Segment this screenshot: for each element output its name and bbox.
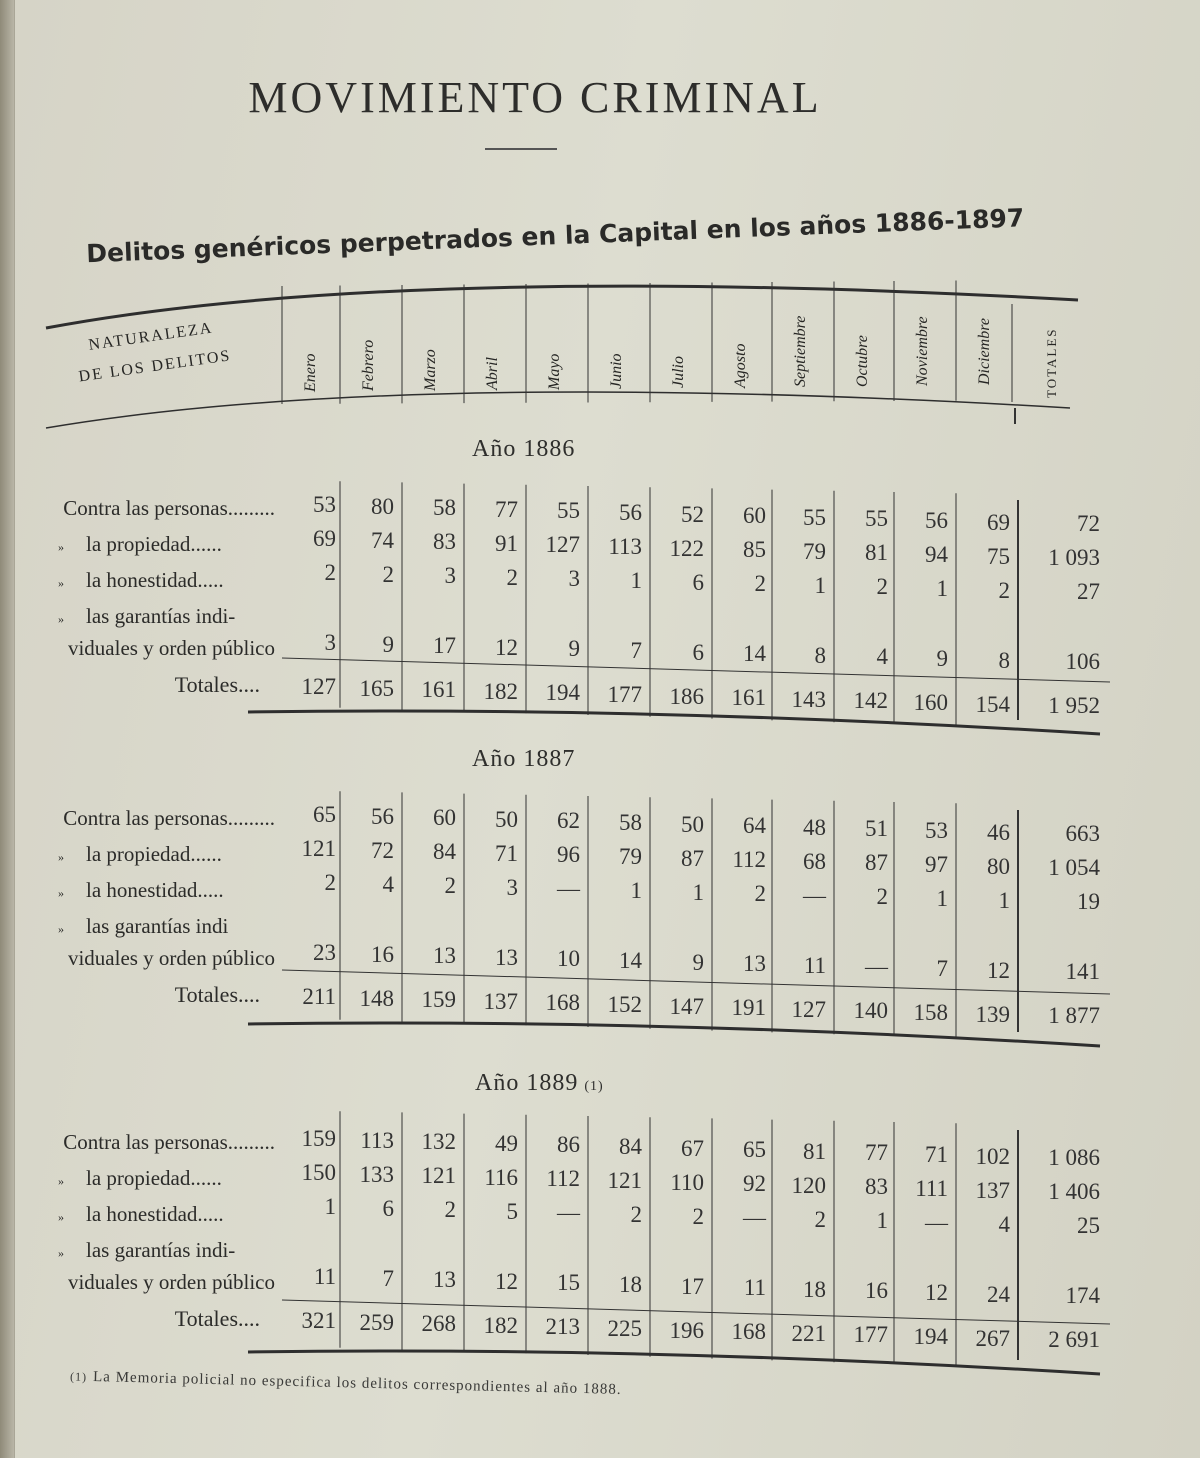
ditto-mark: » — [58, 850, 64, 864]
cell-garantias: 13 — [495, 944, 518, 970]
cell-propiedad: 127 — [545, 532, 580, 558]
cell-honestidad: 5 — [506, 1198, 518, 1224]
cell-propiedad: 81 — [865, 540, 888, 566]
nature-label-line2: DE LOS DELITOS — [77, 347, 233, 386]
cell-garantias: 9 — [692, 949, 704, 975]
cell-propiedad: 74 — [371, 527, 394, 553]
month-header-febrero: Febrero — [360, 340, 377, 392]
cell-honestidad: 2 — [692, 1203, 704, 1229]
row-label-text: la propiedad...... — [86, 532, 222, 556]
cell-personas: 132 — [421, 1129, 456, 1155]
cell-row-total: 1 406 — [1048, 1179, 1100, 1205]
cell-garantias: 12 — [925, 1280, 948, 1305]
cell-personas: 159 — [301, 1126, 336, 1151]
cell-totales: 140 — [853, 998, 888, 1024]
cell-personas: 102 — [975, 1143, 1010, 1169]
ditto-mark: » — [58, 576, 64, 590]
month-header-enero: Enero — [302, 353, 319, 392]
cell-garantias: 10 — [557, 946, 580, 972]
cell-honestidad: 6 — [382, 1195, 394, 1221]
cell-garantias: 8 — [998, 647, 1010, 673]
footnote-text: La Memoria policial no especifica los delitos correspondientes al año 1888. — [92, 1369, 622, 1398]
totals-underline — [282, 970, 1110, 994]
footnote-mark: (1) — [69, 1369, 88, 1384]
cell-totales: 186 — [669, 683, 704, 709]
cell-propiedad: 133 — [359, 1161, 394, 1187]
cell-propiedad: 92 — [743, 1171, 766, 1197]
ditto-mark: » — [58, 1210, 64, 1224]
row-label-text: la honestidad..... — [86, 568, 224, 592]
cell-personas: 60 — [743, 503, 766, 529]
cell-garantias: 13 — [743, 951, 766, 977]
cell-propiedad: 110 — [670, 1169, 704, 1195]
cell-totales: 182 — [483, 1312, 518, 1338]
cell-totales: 165 — [359, 675, 394, 701]
row-label-text: la propiedad...... — [86, 1166, 222, 1190]
cell-propiedad: 96 — [557, 842, 580, 868]
cell-garantias: 9 — [936, 646, 948, 671]
month-header-noviembre: Noviembre — [914, 316, 931, 386]
cell-totales: 159 — [421, 987, 456, 1013]
month-header-julio: Julio — [670, 356, 687, 389]
header-bottom-rule — [46, 392, 1070, 428]
cell-propiedad: 112 — [546, 1166, 580, 1192]
year-title-text: Año 1889 — [475, 1070, 579, 1096]
cell-totales: 142 — [853, 688, 888, 714]
cell-honestidad: 1 — [692, 879, 704, 905]
cell-totales: 191 — [731, 995, 766, 1021]
cell-personas: 77 — [495, 496, 518, 522]
cell-personas: 77 — [865, 1140, 888, 1166]
cell-totales: 127 — [791, 996, 826, 1022]
cell-propiedad: 87 — [865, 850, 888, 876]
cell-honestidad: 2 — [814, 1206, 826, 1232]
cell-propiedad: 72 — [371, 837, 394, 863]
cell-totales: 225 — [607, 1316, 642, 1341]
totals-column-header: TOTALES — [1044, 327, 1059, 398]
cell-garantias: 23 — [313, 940, 336, 965]
ditto-mark: » — [58, 922, 64, 936]
cell-personas: 60 — [433, 805, 456, 831]
cell-totales: 177 — [607, 682, 642, 707]
table-subtitle: Delitos genéricos perpetrados en la Capital en los años 1886-1897 — [85, 203, 1025, 269]
cell-honestidad: 1 — [936, 576, 948, 601]
cell-propiedad: 121 — [607, 1168, 642, 1193]
cell-totales: 158 — [913, 1000, 948, 1025]
cell-row-total: 141 — [1065, 959, 1100, 985]
cell-garantias: 7 — [382, 1265, 394, 1291]
cell-honestidad: — — [925, 1210, 948, 1235]
cell-totales: 143 — [791, 686, 826, 712]
cell-personas: 64 — [743, 813, 766, 839]
cell-propiedad: 137 — [975, 1177, 1010, 1203]
cell-garantias: 12 — [987, 957, 1010, 983]
cell-totales: 139 — [975, 1001, 1010, 1027]
cell-personas: 56 — [925, 508, 948, 533]
cell-totales: 147 — [669, 993, 704, 1019]
cell-honestidad: 2 — [444, 873, 456, 899]
row-label-text: Totales.... — [174, 1306, 260, 1331]
cell-personas: 84 — [619, 1134, 642, 1159]
ditto-mark: » — [58, 612, 64, 626]
cell-personas: 80 — [371, 493, 394, 519]
cell-personas: 81 — [803, 1138, 826, 1164]
cell-propiedad: 83 — [433, 529, 456, 555]
cell-propiedad: 85 — [743, 537, 766, 563]
month-header-junio: Junio — [608, 353, 625, 389]
year-title-note: (1) — [584, 1079, 604, 1094]
cell-garantias: 17 — [681, 1273, 704, 1299]
cell-garantias: 11 — [313, 1264, 336, 1289]
row-label-text: viduales y orden público — [67, 946, 275, 970]
cell-propiedad: 79 — [803, 538, 826, 564]
cell-propiedad: 75 — [987, 543, 1010, 569]
cell-personas: 52 — [681, 501, 704, 527]
cell-garantias: 4 — [876, 644, 888, 670]
cell-totales: 321 — [301, 1308, 336, 1333]
cell-honestidad: — — [557, 876, 580, 902]
cell-propiedad: 113 — [608, 534, 642, 559]
cell-personas: 62 — [557, 808, 580, 834]
cell-propiedad: 83 — [865, 1174, 888, 1200]
cell-honestidad: 1 — [998, 887, 1010, 913]
cell-propiedad: 122 — [669, 535, 704, 561]
cell-personas: 71 — [925, 1142, 948, 1167]
cell-honestidad: 1 — [814, 572, 826, 598]
year-bottom-rule — [248, 1023, 1100, 1046]
cell-garantias: 15 — [557, 1270, 580, 1296]
cell-honestidad: 2 — [630, 1202, 642, 1227]
cell-row-total: 106 — [1065, 649, 1100, 675]
cell-totales: 152 — [607, 992, 642, 1017]
cell-garantias: 12 — [495, 1268, 518, 1294]
cell-totales: 161 — [731, 685, 766, 711]
cell-totales: 211 — [302, 984, 336, 1009]
month-header-diciembre: Diciembre — [976, 318, 993, 386]
ditto-mark: » — [58, 1246, 64, 1260]
year-bottom-rule — [248, 711, 1100, 734]
ditto-mark: » — [58, 540, 64, 554]
row-label-text: Totales.... — [174, 672, 260, 697]
cell-propiedad: 150 — [301, 1160, 336, 1185]
cell-totales: 137 — [483, 988, 518, 1014]
cell-honestidad: 2 — [876, 884, 888, 910]
cell-personas: 56 — [619, 500, 642, 525]
cell-propiedad: 112 — [732, 847, 766, 873]
totals-underline — [282, 658, 1110, 682]
cell-totales: 168 — [545, 990, 580, 1016]
cell-totales: 182 — [483, 678, 518, 704]
cell-propiedad: 71 — [495, 840, 518, 866]
cell-honestidad: 4 — [382, 871, 394, 897]
cell-garantias: 13 — [433, 1267, 456, 1293]
row-label-text: las garantías indi- — [86, 1238, 236, 1262]
cell-personas: 46 — [987, 819, 1010, 845]
cell-propiedad: 116 — [484, 1164, 518, 1190]
cell-row-total: 1 093 — [1048, 545, 1100, 571]
cell-garantias: 18 — [619, 1272, 642, 1297]
cell-totales: 259 — [359, 1309, 394, 1335]
cell-honestidad: — — [557, 1200, 580, 1226]
cell-personas: 67 — [681, 1135, 704, 1161]
cell-garantias: 24 — [987, 1281, 1010, 1307]
cell-garantias: 11 — [803, 952, 826, 978]
cell-honestidad: 2 — [876, 574, 888, 600]
cell-garantias: 6 — [692, 639, 704, 665]
cell-personas: 48 — [803, 814, 826, 840]
cell-garantias: 18 — [803, 1276, 826, 1302]
cell-row-total: 1 054 — [1048, 855, 1100, 881]
cell-honestidad: 2 — [324, 870, 336, 895]
year-bottom-rule — [248, 1351, 1100, 1374]
cell-honestidad: 1 — [324, 1194, 336, 1219]
row-label-text: las garantías indi — [86, 914, 229, 938]
row-label-text: viduales y orden público — [67, 636, 275, 660]
row-label-text: Contra las personas......... — [63, 806, 275, 830]
cell-honestidad: 1 — [630, 568, 642, 593]
cell-honestidad: 3 — [506, 874, 518, 900]
cell-personas: 56 — [371, 803, 394, 829]
row-label-text: la honestidad..... — [86, 1202, 224, 1226]
cell-honestidad: 2 — [998, 577, 1010, 603]
cell-personas: 65 — [313, 802, 336, 827]
cell-honestidad: — — [803, 882, 826, 908]
cell-personas: 53 — [313, 492, 336, 517]
cell-honestidad: 2 — [506, 564, 518, 590]
cell-totales: 268 — [421, 1311, 456, 1337]
cell-garantias: 14 — [619, 948, 642, 973]
cell-row-total: 174 — [1065, 1283, 1100, 1309]
cell-garantias: 16 — [865, 1278, 888, 1304]
cell-honestidad: 2 — [382, 561, 394, 587]
cell-row-total: 19 — [1077, 889, 1100, 915]
cell-garantias: 9 — [382, 631, 394, 657]
cell-honestidad: 2 — [324, 560, 336, 585]
cell-honestidad: 3 — [444, 563, 456, 589]
cell-personas: 51 — [865, 816, 888, 842]
cell-propiedad: 80 — [987, 853, 1010, 879]
row-label-text: las garantías indi- — [86, 604, 236, 628]
cell-totales: 213 — [545, 1314, 580, 1340]
cell-garantias: 8 — [814, 642, 826, 668]
cell-row-total: 663 — [1065, 821, 1100, 847]
totals-underline — [282, 1300, 1110, 1324]
row-label-text: Contra las personas......... — [63, 496, 275, 520]
cell-personas: 55 — [803, 504, 826, 530]
cell-row-total: 1 086 — [1048, 1145, 1100, 1171]
cell-row-total: 25 — [1077, 1213, 1100, 1239]
cell-row-total: 1 877 — [1048, 1003, 1100, 1029]
ditto-mark: » — [58, 1174, 64, 1188]
cell-totales: 267 — [975, 1325, 1010, 1351]
cell-totales: 154 — [975, 691, 1010, 717]
year-title-text: Año 1886 — [472, 436, 576, 462]
cell-propiedad: 97 — [925, 852, 948, 877]
cell-honestidad: 2 — [754, 571, 766, 597]
cell-propiedad: 121 — [301, 836, 336, 861]
cell-personas: 55 — [865, 506, 888, 532]
nature-label-line1: NATURALEZA — [87, 319, 215, 354]
month-header-octubre: Octubre — [854, 334, 871, 387]
cell-totales: 168 — [731, 1319, 766, 1345]
cell-totales: 177 — [853, 1322, 888, 1348]
cell-personas: 53 — [925, 818, 948, 843]
cell-honestidad: 3 — [568, 566, 580, 592]
cell-garantias: 7 — [630, 638, 642, 663]
cell-garantias: 16 — [371, 941, 394, 967]
row-label-text: la honestidad..... — [86, 878, 224, 902]
cell-propiedad: 111 — [915, 1176, 948, 1201]
cell-garantias: 12 — [495, 634, 518, 660]
cell-garantias: 13 — [433, 943, 456, 969]
cell-garantias: 9 — [568, 636, 580, 662]
row-label-text: Contra las personas......... — [63, 1130, 275, 1154]
cell-garantias: 17 — [433, 633, 456, 659]
cell-garantias: 14 — [743, 641, 766, 667]
cell-honestidad: 6 — [692, 569, 704, 595]
cell-garantias: 11 — [743, 1275, 766, 1301]
cell-honestidad: 4 — [998, 1211, 1010, 1237]
cell-row-total: 1 952 — [1048, 693, 1100, 719]
cell-honestidad: 2 — [444, 1197, 456, 1223]
cell-propiedad: 94 — [925, 542, 948, 567]
cell-totales: 161 — [421, 677, 456, 703]
cell-personas: 86 — [557, 1132, 580, 1158]
cell-totales: 194 — [913, 1324, 948, 1349]
cell-garantias: 3 — [324, 630, 336, 655]
month-header-septiembre: Septiembre — [792, 315, 809, 388]
cell-personas: 58 — [619, 810, 642, 835]
cell-propiedad: 69 — [313, 526, 336, 551]
cell-honestidad: — — [743, 1205, 766, 1231]
cell-propiedad: 84 — [433, 839, 456, 865]
cell-totales: 160 — [913, 690, 948, 715]
month-header-abril: Abril — [484, 357, 501, 391]
cell-totales: 221 — [791, 1320, 826, 1346]
row-label-text: viduales y orden público — [67, 1270, 275, 1294]
cell-garantias: — — [865, 954, 888, 980]
cell-personas: 50 — [681, 811, 704, 837]
header-top-rule — [46, 286, 1078, 328]
page-title: MOVIMIENTO CRIMINAL — [248, 73, 822, 122]
cell-row-total: 2 691 — [1048, 1327, 1100, 1353]
year-title-text: Año 1887 — [472, 746, 576, 772]
cell-personas: 69 — [987, 509, 1010, 535]
cell-honestidad: 2 — [754, 881, 766, 907]
cell-personas: 58 — [433, 495, 456, 521]
month-header-agosto: Agosto — [732, 343, 749, 388]
cell-propiedad: 68 — [803, 848, 826, 874]
cell-propiedad: 120 — [791, 1172, 826, 1198]
cell-honestidad: 1 — [936, 886, 948, 911]
cell-propiedad: 87 — [681, 845, 704, 871]
cell-personas: 50 — [495, 806, 518, 832]
cell-honestidad: 1 — [876, 1208, 888, 1234]
cell-propiedad: 79 — [619, 844, 642, 869]
cell-honestidad: 1 — [630, 878, 642, 903]
cell-propiedad: 91 — [495, 530, 518, 556]
cell-totales: 194 — [545, 680, 580, 706]
cell-garantias: 7 — [936, 956, 948, 981]
cell-propiedad: 121 — [421, 1163, 456, 1189]
cell-totales: 196 — [669, 1317, 704, 1343]
ditto-mark: » — [58, 886, 64, 900]
cell-row-total: 72 — [1077, 511, 1100, 537]
row-label-text: Totales.... — [174, 982, 260, 1007]
cell-row-total: 27 — [1077, 579, 1100, 605]
cell-personas: 49 — [495, 1130, 518, 1156]
month-header-marzo: Marzo — [422, 349, 439, 391]
cell-personas: 65 — [743, 1137, 766, 1163]
cell-totales: 127 — [301, 674, 336, 699]
row-label-text: la propiedad...... — [86, 842, 222, 866]
month-header-mayo: Mayo — [546, 353, 563, 390]
cell-totales: 148 — [359, 985, 394, 1011]
cell-personas: 55 — [557, 498, 580, 524]
cell-personas: 113 — [360, 1127, 394, 1153]
